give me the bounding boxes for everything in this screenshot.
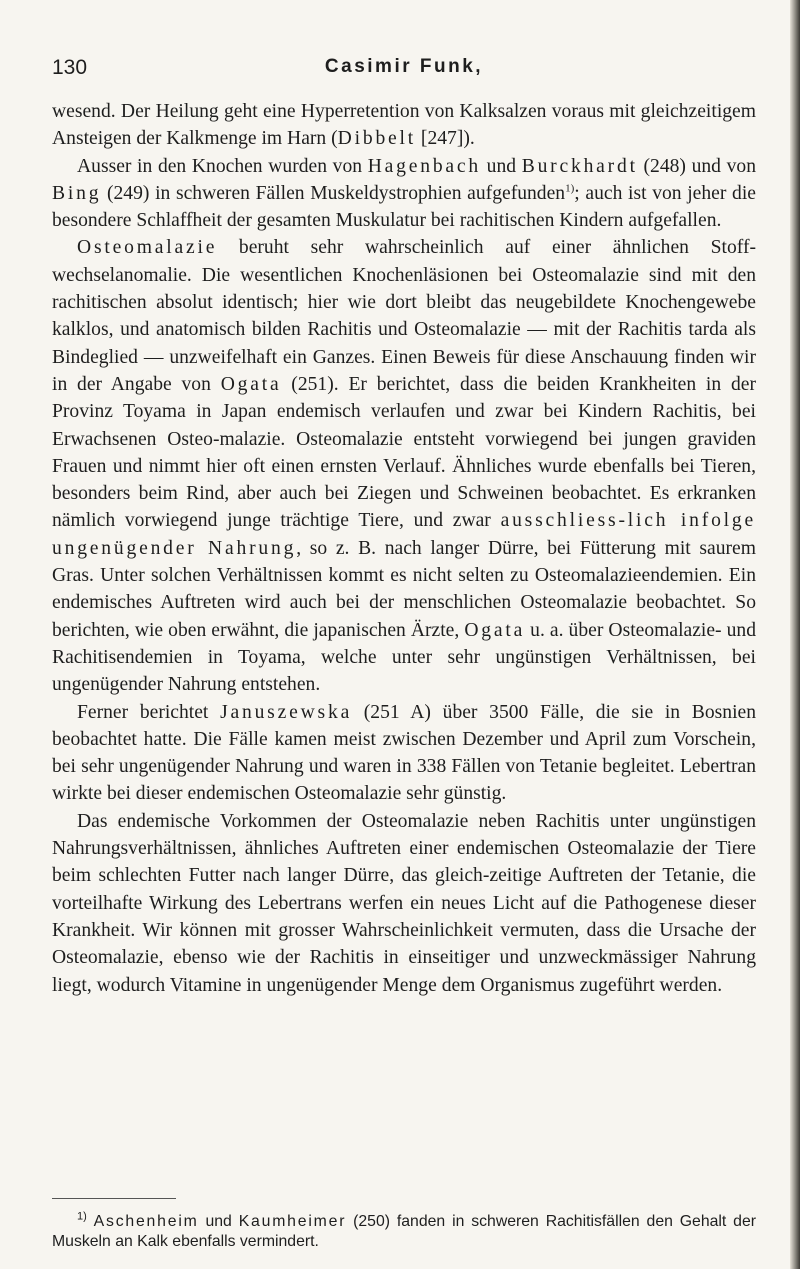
footnote: [52, 1212, 756, 1252]
paragraph: [52, 808, 756, 999]
spaced-name: Hagenbach: [367, 155, 482, 177]
spaced-name: Dibbelt: [337, 128, 417, 150]
footnote-marker: 1): [565, 182, 575, 195]
spaced-name: Januszewska: [220, 701, 353, 723]
text-run: und: [481, 155, 522, 177]
text-run: u. a. über Osteomalazie- und Rachitisendemien in Toyama, welche unter sehr ungünstigen Verhältnissen, bei ungenügender Nahrung entstehen.: [52, 619, 757, 696]
footnote-divider: [52, 1198, 176, 1199]
paragraph: [52, 153, 756, 235]
spaced-name: Ogata: [464, 619, 526, 641]
page-edge-shadow: [790, 0, 800, 1269]
page-number: 130: [52, 56, 88, 79]
text-run: (249) in schweren Fällen Muskeldystrophien aufgefunden: [101, 182, 566, 204]
text-run: , so z. B. nach langer Dürre, bei Fütterung mit saurem Gras. Unter solchen Verhältnissen kommt es nicht selten zu Osteomalazieendemien. Ein endemisches Auftreten wird auch bei der menschlichen Osteomalazie beobachtet. So berichten, wie oben erwähnt, die japanischen Ärzte,: [52, 537, 756, 641]
text-run: (251 A) über 3500 Fälle, die sie in Bosnien beobachtet hatte. Die Fälle kamen meist zwischen Dezember und April zum Vorschein, bei sehr ungenügender Nahrung und waren in 338 Fällen von Tetanie begleitet. Lebertran wirkte bei dieser endemischen Osteomalazie sehr günstig.: [52, 701, 757, 805]
text-run: [247]).: [416, 128, 475, 150]
text-run: (250) fanden in schweren Rachitisfällen den Gehalt der Muskeln an Kalk ebenfalls vermindert.: [52, 1213, 757, 1250]
spaced-name: Bing: [52, 182, 102, 204]
spaced-name: Aschenheim: [93, 1213, 199, 1230]
footnote-marker: 1): [77, 1210, 87, 1223]
text-run: (248) und von: [637, 155, 757, 177]
text-run: (251). Er berichtet, dass die beiden Krankheiten in der Provinz Toyama in Japan endemisch verlaufen und zwar bei Kindern Rachitis, bei Erwachsenen Osteo-malazie. Osteomalazie entsteht vorwiegend bei jungen graviden Frauen und nimmt hier oft einen ernsten Verlauf. Ähnliches wurde ebenfalls bei Tieren, besonders beim Rind, aber auch bei Ziegen und Schweinen beobachtet. Es erkranken nämlich vorwiegend junge trächtige Tiere, und zwar: [52, 373, 756, 532]
spaced-name: ausschliess-lich infolge ungenügender Nahrung: [52, 510, 757, 559]
spaced-name: Burckhardt: [521, 155, 638, 177]
text-run: ; auch ist von jeher die besondere Schlaffheit der gesamten Muskulatur bei rachitischen Kindern aufgefallen.: [52, 182, 756, 232]
paragraph: [52, 699, 756, 808]
text-run: [87, 1213, 94, 1230]
body-text: [52, 98, 756, 999]
paragraph: [52, 234, 756, 698]
text-run: wesend. Der Heilung geht eine Hyperretention von Kalksalzen voraus mit gleichzeitigem Ansteigen der Kalkmenge im Harn (: [52, 101, 756, 150]
text-run: und: [198, 1213, 239, 1230]
running-head: Casimir Funk,: [324, 56, 484, 77]
spaced-name: Osteomalazie: [77, 237, 218, 259]
spaced-name: Kaumheimer: [238, 1213, 347, 1230]
text-run: beruht sehr wahrscheinlich auf einer ähnlichen Stoff-wechselanomalie. Die wesentlichen Knochenläsionen bei Osteomalazie sind mit den rachitischen absolut identisch; hier wie dort bleibt das neugebildete Knochengewebe kalklos, und anatomisch bilden Rachitis und Osteomalazie — mit der Rachitis tarda als Bindeglied — unzweifelhaft ein Ganzes. Einen Beweis für diese Anschauung finden wir in der Angabe von: [52, 237, 756, 395]
text-run: Das endemische Vorkommen der Osteomalazie neben Rachitis unter ungünstigen Nahrungsverhältnissen, ähnliches Auftreten einer endemischen Osteomalazie der Tiere beim schlechten Futter nach langer Dürre, das gleich-zeitige Auftreten der Tetanie, die vorteilhafte Wirkung des Lebertrans werfen ein neues Licht auf die Pathogenese dieser Krankheit. Wir können mit grosser Wahrscheinlichkeit vermuten, dass die Ursache der Osteomalazie, ebenso wie der Rachitis in einseitiger und unzweckmässiger Nahrung liegt, wodurch Vitamine in ungenügender Menge dem Organismus zugeführt werden.: [52, 810, 756, 996]
spaced-name: Ogata: [220, 373, 282, 395]
paragraph: [52, 98, 756, 153]
page-header: [52, 56, 756, 86]
text-run: Ausser in den Knochen wurden von: [77, 155, 368, 177]
text-run: Ferner berichtet: [77, 701, 221, 723]
